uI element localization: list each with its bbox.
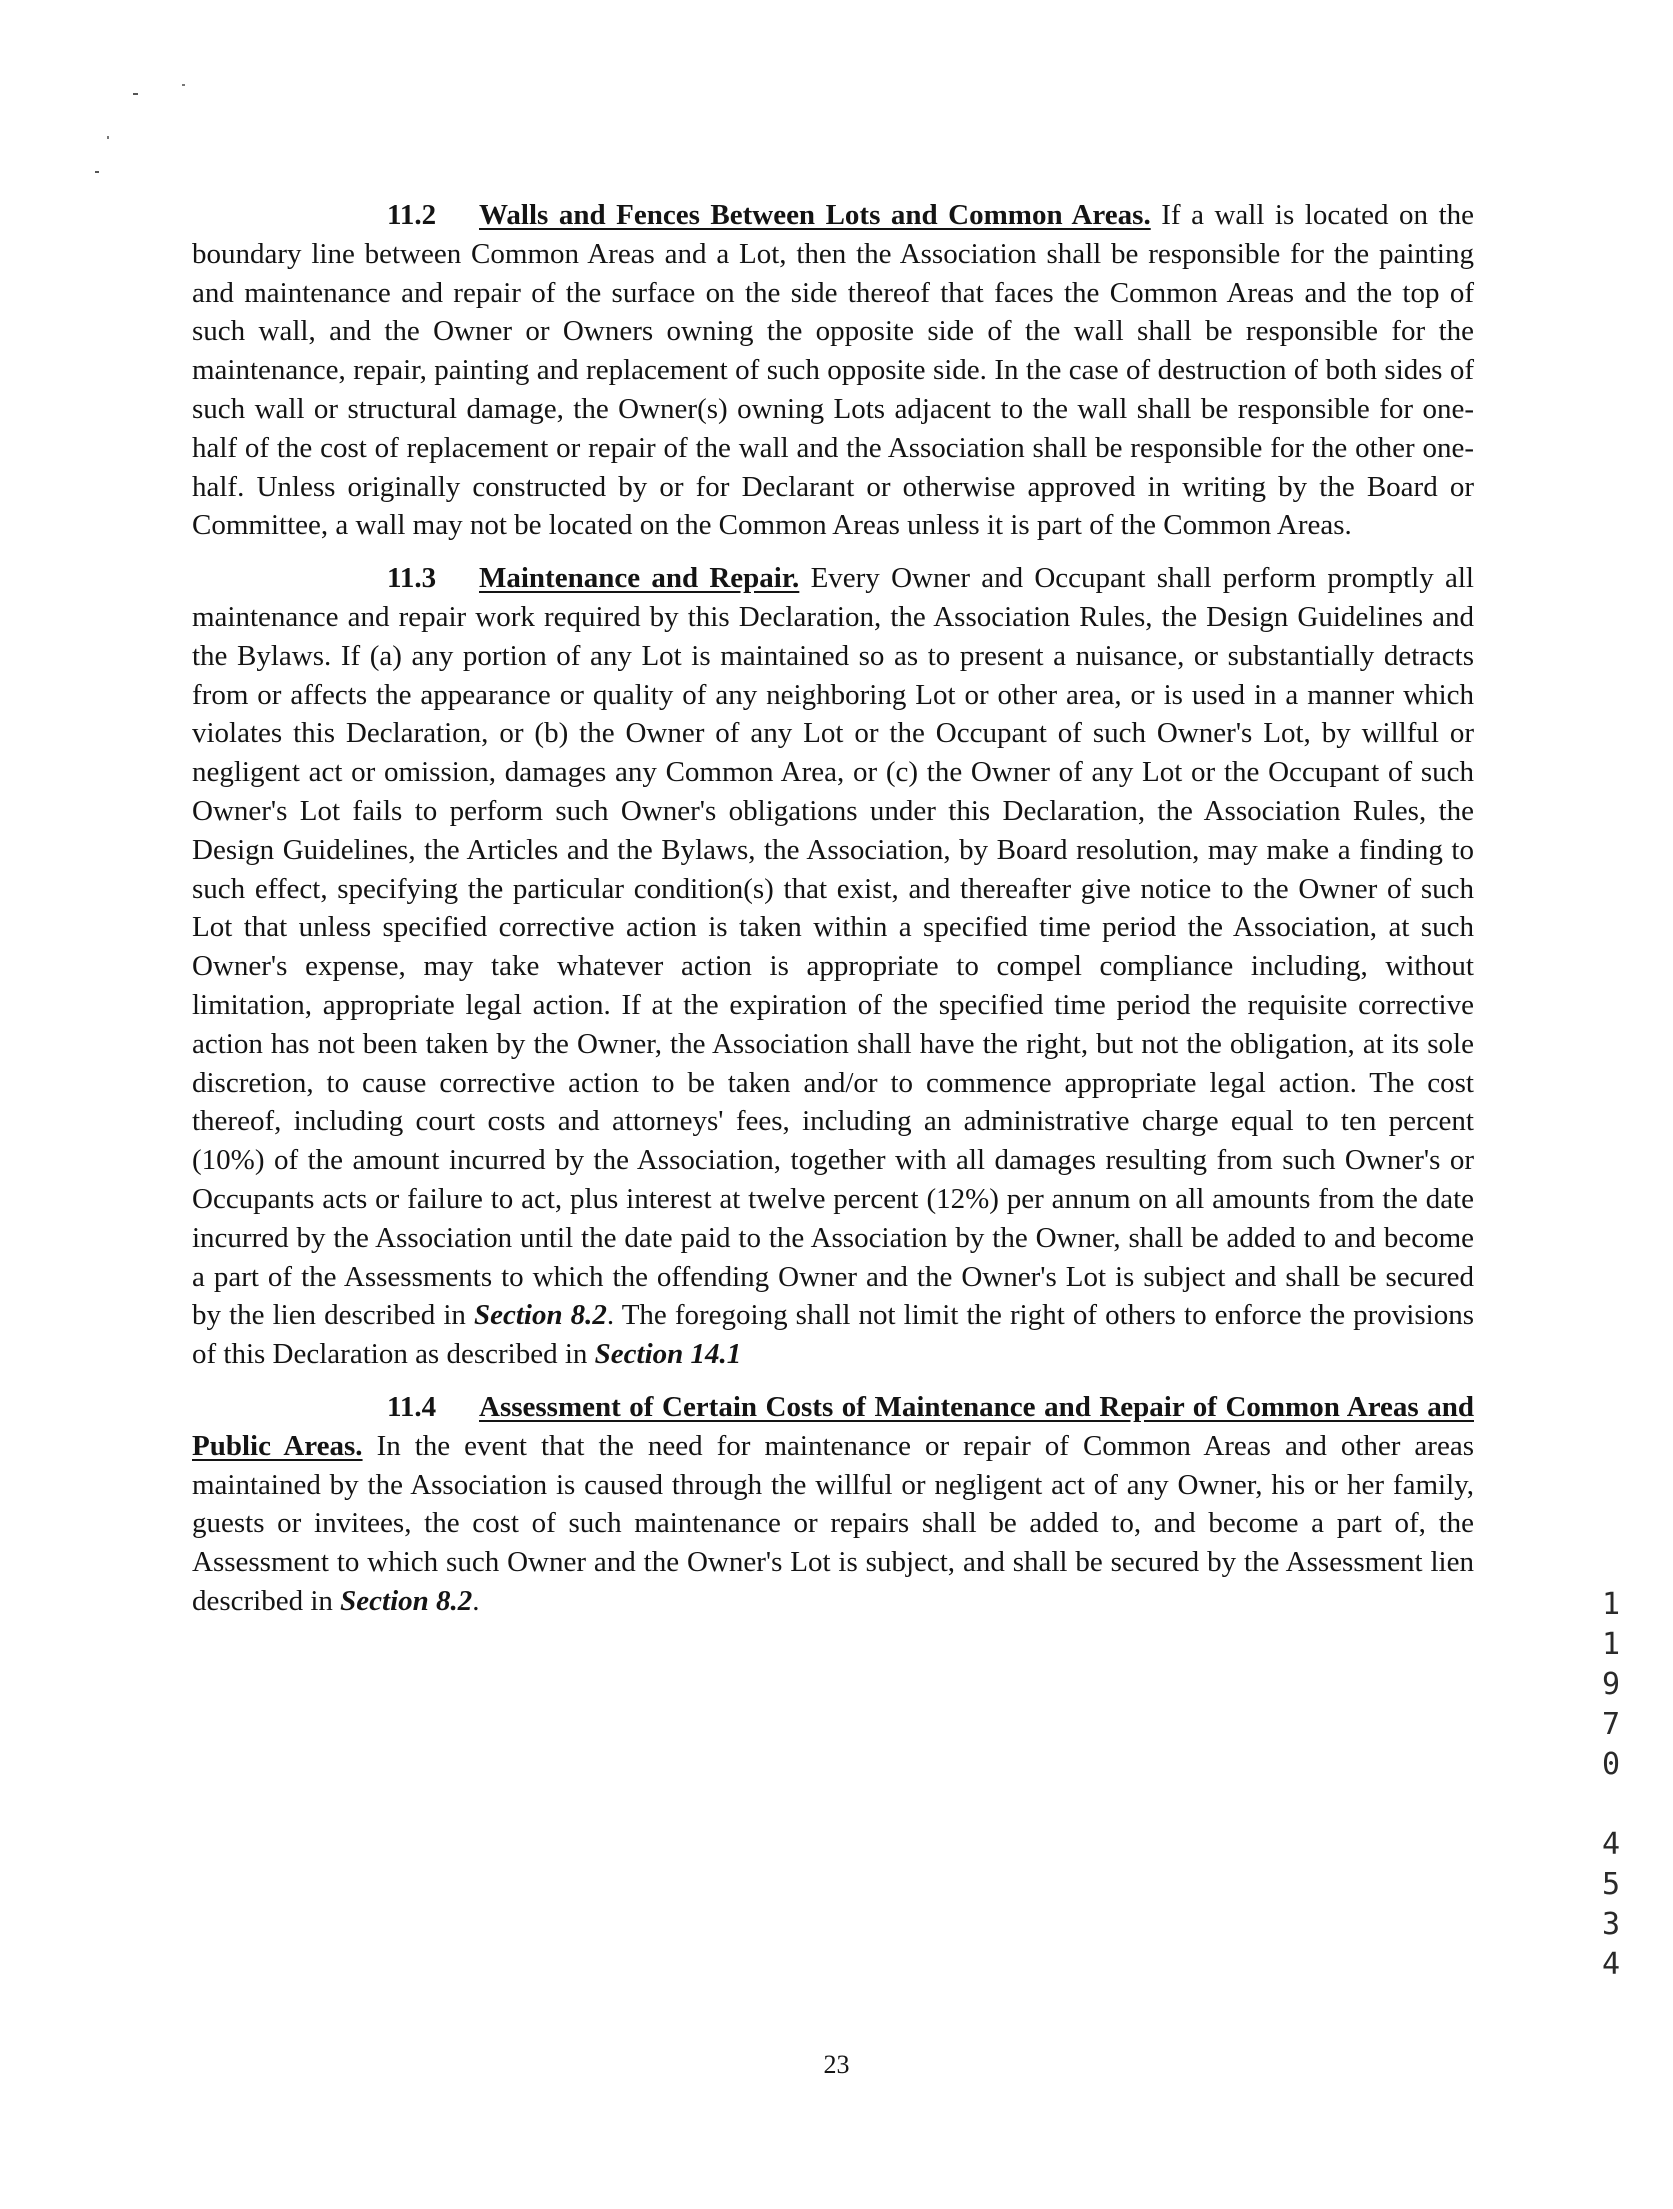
docket-digit: 3 xyxy=(1601,1907,1621,1942)
section-number: 11.3 xyxy=(387,562,437,595)
section-11-2 xyxy=(192,196,1474,545)
section-reference: Section 8.2 xyxy=(340,1584,473,1617)
section-title: Walls and Fences Between Lots and Common Areas. xyxy=(479,199,1151,231)
section-title: Assessment of Certain Costs of Maintenance and Repair of Common Areas and Public Areas. xyxy=(192,1390,1474,1462)
docket-digit: 4 xyxy=(1601,1947,1621,1982)
scan-speck xyxy=(107,136,109,139)
docket-digit: 5 xyxy=(1601,1867,1621,1902)
section-11-3 xyxy=(192,559,1474,1374)
scan-speck xyxy=(133,93,138,95)
section-text: Every Owner and Occupant shall perform promptly all maintenance and repair work required by this Declaration, the Association Rules, the Design Guidelines and the Bylaws. If (a) any portion of any Lot is maintained so as to present a nuisance, or substantially detracts from or affects the appearance or quality of any neighboring Lot or other area, or is used in a manner which violates this Declaration, or (b) the Owner of any Lot or the Occupant of such Owner's Lot, by willful or negligent act or omission, damages any Common Area, or (c) the Owner of any Lot or the Occupant of such Owner's Lot fails to perform such Owner's obligations under this Declaration, the Association Rules, the Design Guidelines, the Articles and the Bylaws, the Association, by Board resolution, may make a finding to such effect, specifying the particular condition(s) that exist, and thereafter give notice to the Owner of such Lot that unless specified corrective action is taken within a specified time period the Association, at such Owner's expense, may take whatever action is appropriate to compel compliance including, without limitation, appropriate legal action. If at the expiration of the specified time period the requisite corrective action has not been taken by the Owner, the Association shall have the right, but not the obligation, at its sole discretion, to cause corrective action to be taken and/or to commence appropriate legal action. The cost thereof, including court costs and attorneys' fees, including an administrative charge equal to ten percent (10%) of the amount incurred by the Association, together with all damages resulting from such Owner's or Occupants acts or failure to act, plus interest at twelve percent (12%) per annum on all amounts from the date incurred by the Association until the date paid to the Association by the Owner, shall be added to and become a part of the Assessments to which the offending Owner and the Owner's Lot is subject and shall be secured by the lien described in xyxy=(192,562,1474,1332)
docket-digit: 1 xyxy=(1601,1627,1621,1662)
scan-speck xyxy=(95,171,99,173)
section-text-continued: . The foregoing shall not limit the right of others to enforce the provisions of this Declaration as described in xyxy=(192,1299,1474,1371)
docket-number-stamp xyxy=(1596,1585,1626,1985)
section-11-4 xyxy=(192,1388,1474,1621)
docket-digit: 4 xyxy=(1601,1827,1621,1862)
section-title: Maintenance and Repair. xyxy=(479,562,800,595)
section-number: 11.4 xyxy=(387,1390,437,1423)
section-text: If a wall is located on the boundary line between Common Areas and a Lot, then the Association shall be responsible for the painting and maintenance and repair of the surface on the side thereof that faces the Common Areas and the top of such wall, and the Owner or Owners owning the opposite side of the wall shall be responsible for the maintenance, repair, painting and replacement of such opposite side. In the case of destruction of both sides of such wall or structural damage, the Owner(s) owning Lots adjacent to the wall shall be responsible for one-half of the cost of replacement or repair of the wall and the Association shall be responsible for the other one-half. Unless originally constructed by or for Declarant or otherwise approved in writing by the Board or Committee, a wall may not be located on the Common Areas unless it is part of the Common Areas. xyxy=(192,199,1474,542)
scan-speck xyxy=(182,84,185,86)
section-reference: Section 14.1 xyxy=(594,1338,742,1371)
scan-specks xyxy=(0,0,200,200)
section-reference: Section 8.2 xyxy=(473,1299,607,1332)
document-body xyxy=(192,196,1474,1621)
docket-digit: 9 xyxy=(1601,1667,1621,1702)
docket-digit: 7 xyxy=(1601,1707,1621,1742)
section-text-continued: . xyxy=(472,1584,480,1617)
docket-gap xyxy=(1596,1785,1626,1825)
section-text: In the event that the need for maintenance or repair of Common Areas and other areas maintained by the Association is caused through the willful or negligent act of any Owner, his or her family, guests or invitees, the cost of such maintenance or repairs shall be added to, and become a part of, the Assessment to which such Owner and the Owner's Lot is subject, and shall be secured by the Assessment lien described in xyxy=(192,1429,1474,1617)
docket-digit: 1 xyxy=(1601,1587,1621,1622)
docket-digit: 0 xyxy=(1601,1747,1621,1782)
section-number: 11.2 xyxy=(387,199,437,231)
page-number: 23 xyxy=(823,2050,850,2079)
